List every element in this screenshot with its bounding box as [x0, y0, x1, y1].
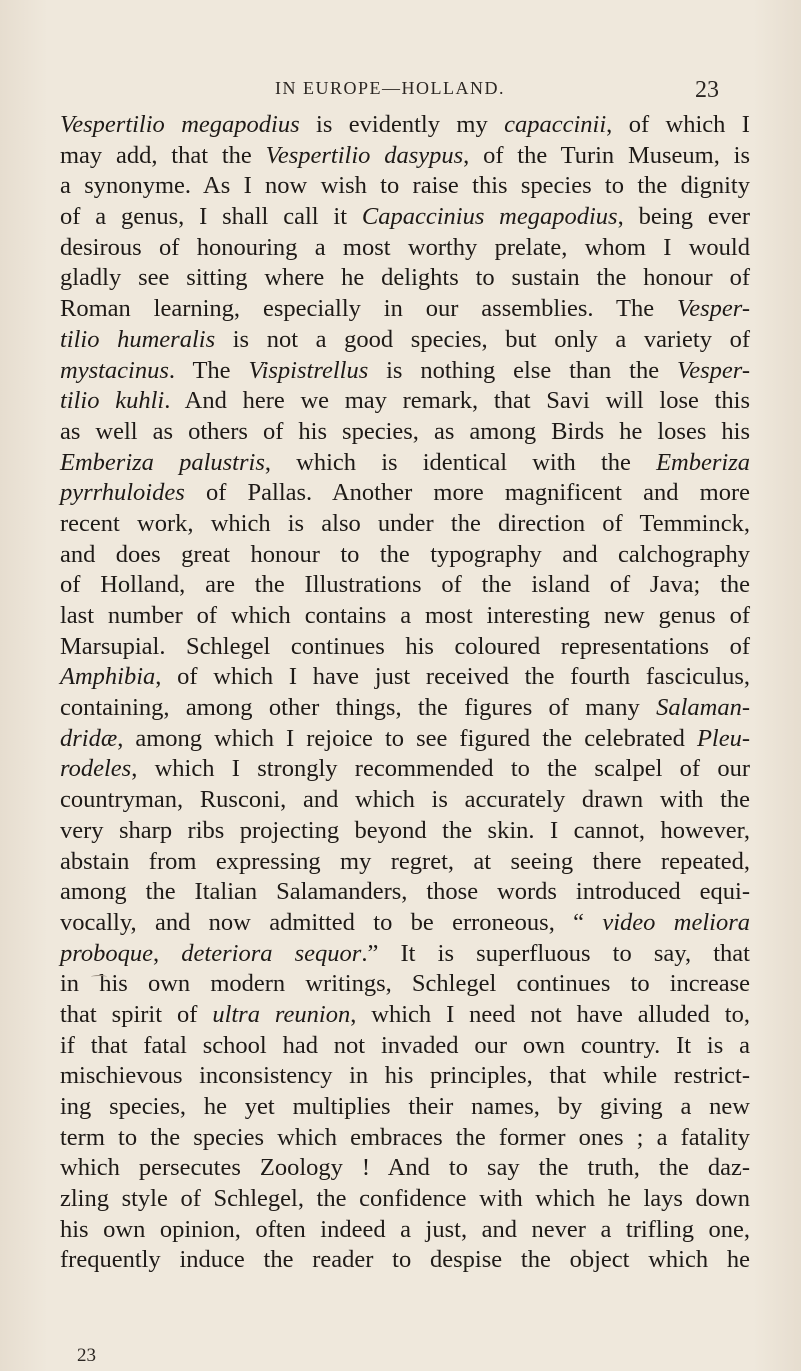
text-line: as well as others of his species, as among Birds he loses his: [60, 417, 750, 445]
text-line: rodeles, which I strongly recommended to the scalpel of our: [60, 755, 750, 783]
text-line: proboque, deteriora sequor.” It is superfluous to say, that: [60, 939, 750, 967]
text-line: tilio humeralis is not a good species, but only a variety of: [60, 325, 750, 353]
text-line: abstain from expressing my regret, at seeing there repeated,: [60, 847, 750, 875]
text-line: and does great honour to the typography and calchography: [60, 540, 750, 568]
text-line: Vespertilio megapodius is evidently my capaccinii, of which I: [60, 111, 750, 138]
text-line: a synonyme. As I now wish to raise this species to the dignity: [60, 172, 750, 200]
text-line: mystacinus. The Vispistrellus is nothing else than the Vesper-: [60, 356, 750, 384]
text-line: Emberiza palustris, which is identical with the Emberiza: [60, 448, 750, 476]
text-line: may add, that the Vespertilio dasypus, of the Turin Museum, is: [60, 141, 750, 169]
text-line: last number of which contains a most interesting new genus of: [60, 602, 750, 629]
text-line: desirous of honouring a most worthy prelate, whom I would: [60, 233, 750, 261]
text-line: mischievous inconsistency in his principles, that while restrict-: [60, 1062, 750, 1090]
print-mark: [91, 975, 107, 979]
text-line: zling style of Schlegel, the confidence with which he lays down: [60, 1185, 750, 1213]
text-line: of a genus, I shall call it Capaccinius megapodius, being ever: [60, 203, 751, 231]
text-line: term to the species which embraces the former ones ; a fatality: [60, 1123, 750, 1151]
text-line: gladly see sitting where he delights to sustain the honour of: [60, 264, 750, 292]
text-line: frequently induce the reader to despise the object which he: [60, 1246, 750, 1274]
text-line: very sharp ribs projecting beyond the skin. I cannot, however,: [60, 816, 750, 844]
text-line: tilio kuhli. And here we may remark, that Savi will lose this: [60, 387, 750, 415]
running-head: IN EUROPE—HOLLAND.: [275, 78, 505, 98]
text-line: containing, among other things, the figures of many Salaman-: [60, 694, 750, 722]
text-line: ing species, he yet multiplies their names, by giving a new: [60, 1093, 750, 1120]
text-line: countryman, Rusconi, and which is accurately drawn with the: [60, 786, 750, 814]
text-line: of Holland, are the Illustrations of the island of Java; the: [60, 571, 750, 599]
text-line: in his own modern writings, Schlegel continues to increase: [60, 970, 750, 998]
text-line: vocally, and now admitted to be erroneous, “ video meliora: [60, 908, 750, 936]
text-line: if that fatal school had not invaded our own country. It is a: [60, 1031, 750, 1059]
text-line: dridæ, among which I rejoice to see figured the celebrated Pleu-: [60, 724, 750, 752]
text-line: which persecutes Zoology ! And to say the truth, the daz-: [60, 1154, 750, 1182]
text-line: pyrrhuloides of Pallas. Another more magnificent and more: [60, 479, 750, 507]
text-line: among the Italian Salamanders, those words introduced equi-: [60, 878, 750, 906]
text-line: that spirit of ultra reunion, which I need not have alluded to,: [60, 1000, 750, 1028]
text-line: recent work, which is also under the direction of Temminck,: [60, 509, 750, 537]
text-line: his own opinion, often indeed a just, and never a trifling one,: [60, 1215, 750, 1243]
text-line: Roman learning, especially in our assemblies. The Vesper-: [60, 295, 750, 323]
page-folio: 23: [695, 77, 719, 103]
text-line: Marsupial. Schlegel continues his coloured representations of: [60, 632, 750, 660]
text-line: Amphibia, of which I have just received the fourth fasciculus,: [60, 663, 750, 691]
signature-mark: 23: [77, 1345, 96, 1366]
body-text: [60, 110, 750, 1276]
